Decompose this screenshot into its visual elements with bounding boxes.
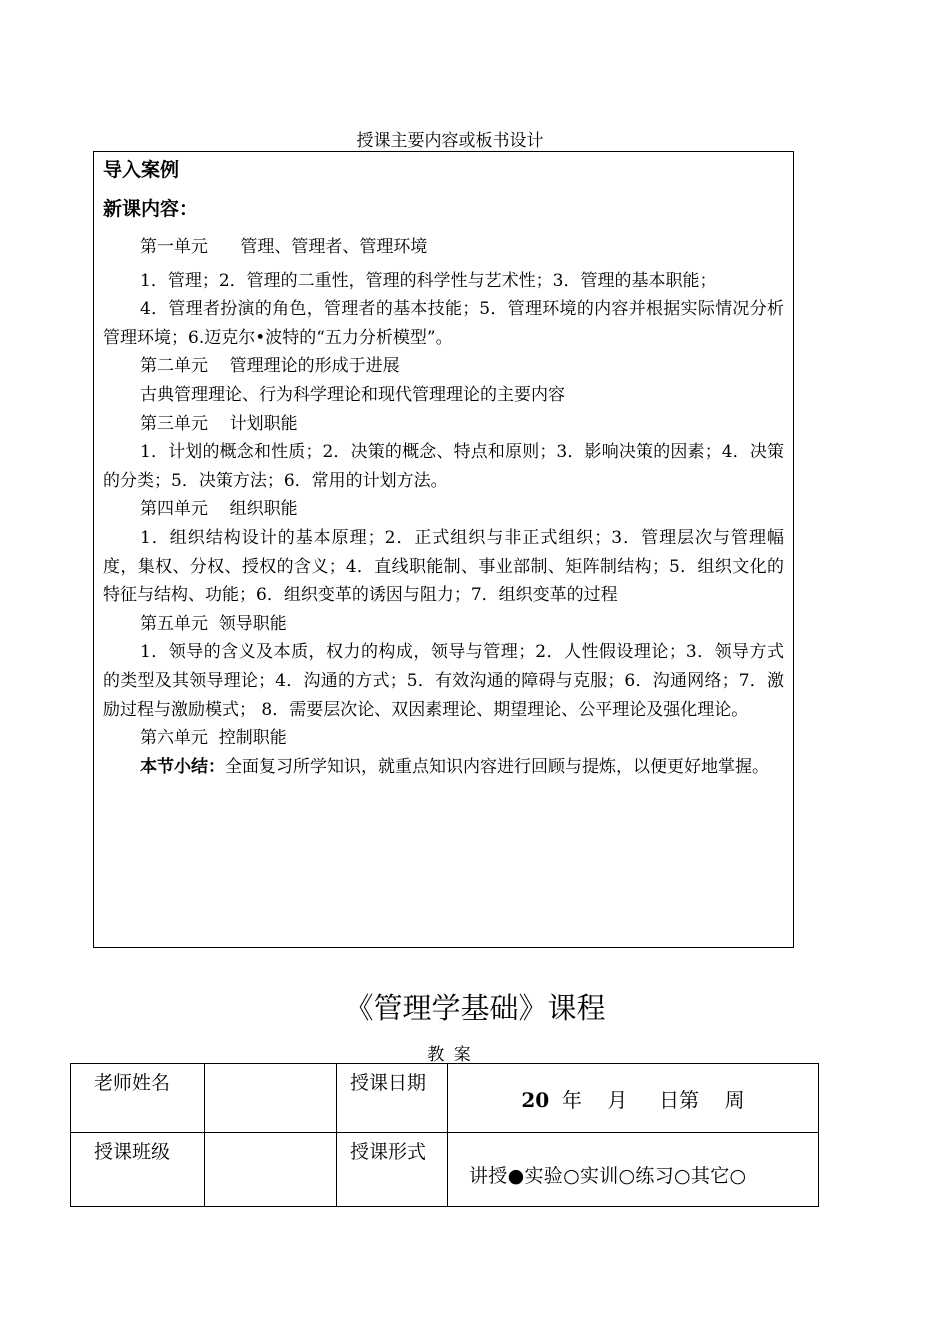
unit5-paragraph: 1．领导的含义及本质，权力的构成，领导与管理；2．人性假设理论；3．领导方式的类型及其领导理论；4．沟通的方式；5．有效沟通的障碍与克服；6．沟通网络；7．激励过程与激励模式； 8．需要层次论、双因素理论、期望理论、公平理论及强化理论。 — [103, 642, 784, 720]
summary-label: 本节小结： — [140, 756, 225, 777]
info-row-1 — [71, 1064, 819, 1133]
unit2-paragraph: 古典管理理论、行为科学理论和现代管理理论的主要内容 — [140, 384, 565, 405]
unit3-title: 第三单元 计划职能 — [140, 413, 298, 434]
unit2-title: 第二单元 管理理论的形成于进展 — [140, 356, 400, 377]
teacher-name-label: 老师姓名 — [71, 1064, 205, 1133]
summary-paragraph — [103, 753, 784, 782]
teacher-name-field[interactable] — [205, 1064, 337, 1133]
unit4-title: 第四单元 组织职能 — [140, 499, 298, 520]
unit1-paragraph-1: 1．管理；2．管理的二重性，管理的科学性与艺术性；3．管理的基本职能； — [140, 270, 717, 291]
lesson-date-field[interactable] — [448, 1064, 819, 1133]
lesson-date-label: 授课日期 — [337, 1064, 448, 1133]
lesson-content-box — [93, 151, 794, 948]
lesson-form-label: 授课形式 — [337, 1133, 448, 1207]
course-title: 《管理学基础》课程 — [344, 991, 606, 1025]
info-row-2 — [71, 1133, 819, 1207]
unit6-title: 第六单元 控制职能 — [140, 728, 287, 749]
lesson-info-table — [70, 1063, 819, 1207]
unit1-title: 第一单元 管理、管理者、管理环境 — [140, 237, 428, 257]
unit5-title: 第五单元 领导职能 — [140, 613, 287, 634]
unit3-paragraph: 1．计划的概念和性质；2．决策的概念、特点和原则；3．影响决策的因素；4．决策的分类；5．决策方法；6．常用的计划方法。 — [103, 442, 784, 491]
class-field[interactable] — [205, 1133, 337, 1207]
date-rest: 年 月 日第 周 — [549, 1087, 745, 1112]
summary-text: 全面复习所学知识，就重点知识内容进行回顾与提炼，以便更好地掌握。 — [225, 756, 769, 777]
section-caption: 授课主要内容或板书设计 — [356, 131, 544, 151]
class-label: 授课班级 — [71, 1133, 205, 1207]
lesson-form-options[interactable]: 讲授●实验○实训○练习○其它○ — [448, 1133, 819, 1207]
date-year-prefix: 20 — [521, 1087, 550, 1112]
unit1-paragraph-2: 4．管理者扮演的角色，管理者的基本技能；5．管理环境的内容并根据实际情况分析管理环境；6.迈克尔•波特的“五力分析模型”。 — [103, 299, 784, 348]
intro-case-heading: 导入案例 — [103, 159, 180, 181]
course-subtitle: 教 案 — [427, 1045, 473, 1065]
unit4-paragraph: 1．组织结构设计的基本原理；2．正式组织与非正式组织；3．管理层次与管理幅度，集权、分权、授权的含义；4．直线职能制、事业部制、矩阵制结构；5．组织文化的特征与结构、功能；6．组织变革的诱因与阻力；7．组织变革的过程 — [103, 527, 784, 606]
new-content-heading: 新课内容： — [103, 198, 199, 220]
